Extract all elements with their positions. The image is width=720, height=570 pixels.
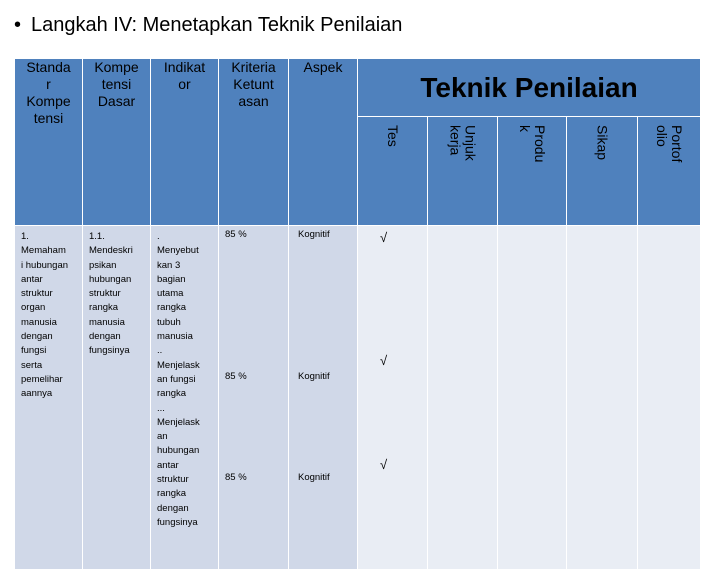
cell-portofolio	[638, 226, 701, 570]
header-portofolio: Portof olio	[638, 117, 701, 226]
aspek-value: Kognitif	[298, 472, 330, 483]
kriteria-value: 85 %	[225, 472, 247, 483]
check-mark: √	[380, 457, 388, 472]
cell-indikator: . Menyebut kan 3 bagian utama rangka tubuh manusia .. Menjelask an fungsi rangka ... Menjelask an hubungan antar struktur rangka dengan fungsinya	[151, 226, 219, 570]
kriteria-value: 85 %	[225, 229, 247, 240]
cell-produk	[498, 226, 567, 570]
header-kriteria: Kriteria Ketunt asan	[219, 59, 289, 226]
header-standar: Standa r Kompe tensi	[15, 59, 83, 226]
header-kompetensi-dasar: Kompe tensi Dasar	[83, 59, 151, 226]
header-aspek: Aspek	[289, 59, 358, 226]
bullet: •	[14, 14, 22, 36]
header-tes: Tes	[358, 117, 428, 226]
header-teknik-penilaian: Teknik Penilaian	[358, 59, 701, 117]
header-unjuk-kerja: Unjuk kerja	[428, 117, 498, 226]
cell-kompetensi-dasar: 1.1. Mendeskri psikan hubungan struktur rangka manusia dengan fungsinya	[83, 226, 151, 570]
header-sikap: Sikap	[567, 117, 638, 226]
aspek-value: Kognitif	[298, 229, 330, 240]
cell-kriteria	[219, 226, 289, 570]
cell-tes	[358, 226, 428, 570]
check-mark: √	[380, 353, 388, 368]
header-indikator: Indikat or	[151, 59, 219, 226]
cell-sikap	[567, 226, 638, 570]
header-produk: Produ k	[498, 117, 567, 226]
cell-aspek	[289, 226, 358, 570]
kriteria-value: 85 %	[225, 371, 247, 382]
cell-unjuk-kerja	[428, 226, 498, 570]
check-mark: √	[380, 230, 388, 245]
cell-standar: 1. Memaham i hubungan antar struktur organ manusia dengan fungsi serta pemelihar aannya	[15, 226, 83, 570]
aspek-value: Kognitif	[298, 371, 330, 382]
slide-title	[14, 14, 402, 37]
assessment-table	[14, 58, 701, 570]
slide-title-text: Langkah IV: Menetapkan Teknik Penilaian	[31, 14, 403, 36]
